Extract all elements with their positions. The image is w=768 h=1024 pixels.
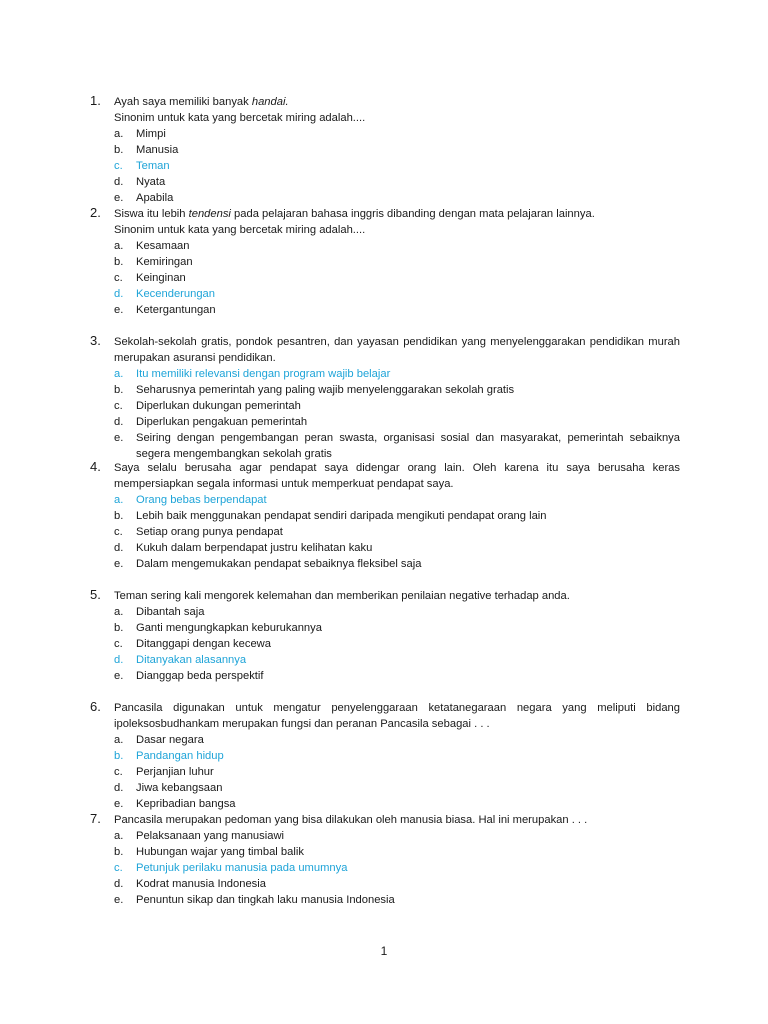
question-4 [90,460,680,572]
question-number: 5. [90,587,101,602]
option-list [114,126,680,206]
option-b: b. Seharusnya pemerintah yang paling wajib menyelenggarakan sekolah gratis [114,384,515,396]
option-list [114,828,680,908]
option-a-answer: a. Orang bebas berpendapat [114,494,267,506]
option-c-answer: c. Petunjuk perilaku manusia pada umumnya [114,862,348,874]
option-b-answer: b. Pandangan hidup [114,750,224,762]
question-instruction: Sinonim untuk kata yang bercetak miring adalah.... [114,112,366,124]
question-text: Saya selalu berusaha agar pendapat saya didengar orang lain. Oleh karena itu saya berusaha keras mempersiapkan segala informasi untuk memperkuat pendapat saya. [114,462,680,490]
option-e: e. Apabila [114,192,174,204]
option-list [114,492,680,572]
question-instruction: Sinonim untuk kata yang bercetak miring adalah.... [114,224,366,236]
option-e: e. Ketergantungan [114,304,216,316]
question-text: Teman sering kali mengorek kelemahan dan memberikan penilaian negative terhadap anda. [114,590,570,602]
option-a: a. Dibantah saja [114,606,205,618]
option-d-answer: d. Ditanyakan alasannya [114,654,247,666]
option-c: c. Perjanjian luhur [114,766,214,778]
option-e: e. Dalam mengemukakan pendapat sebaiknya fleksibel saja [114,558,422,570]
question-3 [90,334,680,462]
italic-word: tendensi [188,208,231,220]
option-d: d. Jiwa kebangsaan [114,782,223,794]
option-a: a. Kesamaan [114,240,190,252]
option-c: c. Ditanggapi dengan kecewa [114,638,271,650]
option-b: b. Manusia [114,144,179,156]
option-c: c. Setiap orang punya pendapat [114,526,283,538]
question-number: 3. [90,333,101,348]
question-text: Pancasila merupakan pedoman yang bisa dilakukan oleh manusia biasa. Hal ini merupakan . . . [114,814,588,826]
question-text: Ayah saya memiliki banyak handai. [114,96,289,108]
option-d: d. Kukuh dalam berpendapat justru kelihatan kaku [114,542,373,554]
option-c: c. Keinginan [114,272,186,284]
question-2 [90,206,680,318]
option-c: c. Diperlukan dukungan pemerintah [114,400,301,412]
question-number: 1. [90,93,101,108]
question-7 [90,812,680,908]
option-d-answer: d. Kecenderungan [114,288,216,300]
question-number: 2. [90,205,101,220]
option-a: a. Dasar negara [114,734,204,746]
question-5 [90,588,680,684]
question-text: Pancasila digunakan untuk mengatur penyelenggaraan ketatanegaraan negara yang meliputi bidang ipoleksosbudhankam merupakan fungsi dan peranan Pancasila sebagai . . . [114,702,680,730]
question-number: 4. [90,459,101,474]
option-a: a. Mimpi [114,128,166,140]
option-b: b. Ganti mengungkapkan keburukannya [114,622,322,634]
question-6 [90,700,680,812]
question-number: 7. [90,811,101,826]
page-number: 1 [380,944,388,958]
question-text: Sekolah-sekolah gratis, pondok pesantren, dan yayasan pendidikan yang menyelenggarakan pendidikan murah merupakan asuransi pendidikan. [114,336,680,364]
option-e: e. Kepribadian bangsa [114,798,236,810]
option-e: e. Penuntun sikap dan tingkah laku manusia Indonesia [114,894,395,906]
option-list [114,604,680,684]
italic-word: handai. [251,96,289,108]
option-list [114,238,680,318]
option-c-answer: c. Teman [114,160,170,172]
question-number: 6. [90,699,101,714]
option-d: d. Kodrat manusia Indonesia [114,878,266,890]
option-list [114,366,680,462]
option-d: d. Diperlukan pengakuan pemerintah [114,416,308,428]
option-a-answer: a. Itu memiliki relevansi dengan program wajib belajar [114,368,391,380]
option-e: e. Dianggap beda perspektif [114,670,264,682]
option-b: b. Kemiringan [114,256,193,268]
option-b: b. Hubungan wajar yang timbal balik [114,846,304,858]
question-text: Siswa itu lebih tendensi pada pelajaran bahasa inggris dibanding dengan mata pelajaran lainnya. [114,208,595,220]
option-e: e. Seiring dengan pengembangan peran swasta, organisasi sosial dan masyarakat, pemerintah sebaiknya segera mengembangkan sekolah gratis [114,432,680,460]
option-list [114,732,680,812]
option-d: d. Nyata [114,176,166,188]
question-1 [90,94,680,206]
option-b: b. Lebih baik menggunakan pendapat sendiri daripada mengikuti pendapat orang lain [114,510,547,522]
option-a: a. Pelaksanaan yang manusiawi [114,830,285,842]
